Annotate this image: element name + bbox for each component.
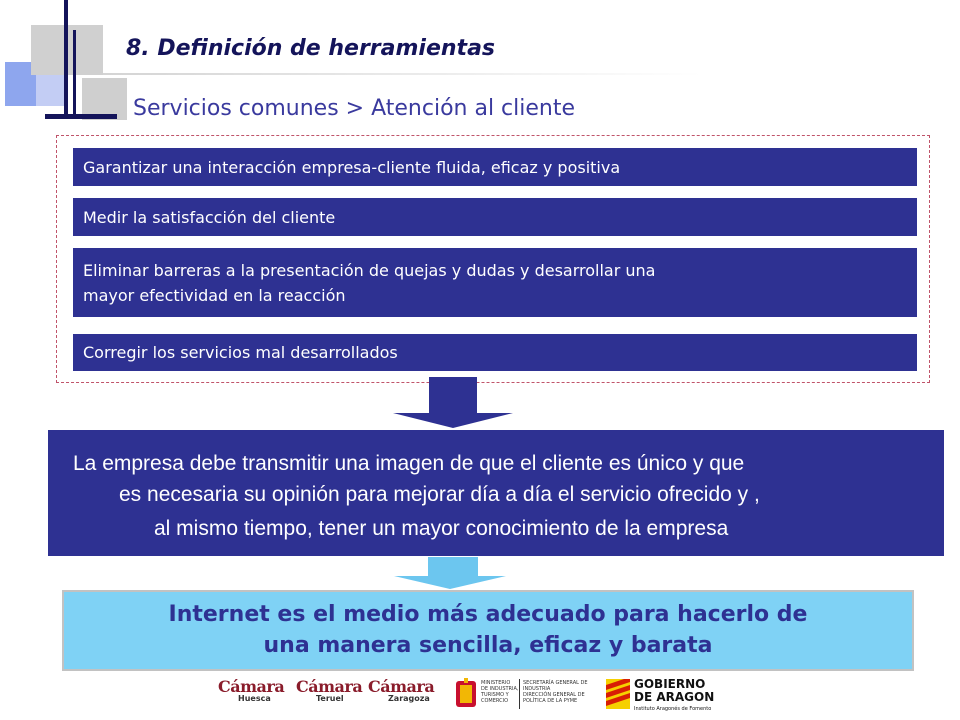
gobierno-subtext: Instituto Aragonés de Fomento bbox=[634, 706, 712, 712]
camara-city: Huesca bbox=[238, 694, 271, 703]
gobierno-aragon-logo bbox=[606, 677, 716, 715]
ministry-divider bbox=[519, 679, 520, 709]
ministry-text: TURISMO Y bbox=[481, 692, 509, 698]
ministry-text: COMERCIO bbox=[481, 698, 509, 704]
page-title: 8. Definición de herramientas bbox=[126, 36, 496, 61]
ministry-text: SECRETARÍA GENERAL DE bbox=[523, 680, 588, 686]
decorative-vertical-line-2 bbox=[73, 30, 76, 118]
statement-line: al mismo tiempo, tener un mayor conocimiento de la empresa bbox=[154, 517, 729, 540]
down-arrow-cyan-head-icon bbox=[394, 576, 506, 589]
page-subtitle: Servicios comunes > Atención al cliente bbox=[133, 96, 576, 121]
decorative-square-light-blue bbox=[36, 74, 64, 106]
ministry-text: POLÍTICA DE LA PYME bbox=[523, 698, 578, 704]
title-underline bbox=[103, 73, 703, 75]
objective-bar bbox=[73, 148, 917, 186]
ministry-text: DIRECCIÓN GENERAL DE bbox=[523, 692, 585, 698]
down-arrow-head-icon bbox=[393, 413, 513, 428]
objective-text: Garantizar una interacción empresa-cliente fluida, eficaz y positiva bbox=[83, 157, 621, 177]
camara-city: Teruel bbox=[316, 694, 344, 703]
camara-teruel-logo bbox=[296, 677, 362, 703]
ministry-text: INDUSTRIA bbox=[523, 686, 551, 692]
down-arrow-cyan-icon bbox=[428, 557, 478, 577]
camara-name: Cámara bbox=[218, 677, 285, 696]
conclusion-line: Internet es el medio más adecuado para hacerlo de bbox=[168, 602, 808, 627]
statement-line: La empresa debe transmitir una imagen de que el cliente es único y que bbox=[73, 452, 745, 475]
sponsor-logos bbox=[218, 675, 718, 717]
ministry-text: DE INDUSTRIA, bbox=[481, 686, 519, 692]
objective-text: Medir la satisfacción del cliente bbox=[83, 207, 336, 227]
objective-text: mayor efectividad en la reacción bbox=[83, 285, 346, 305]
ministry-text: MINISTERIO bbox=[481, 680, 511, 686]
decorative-horizontal-line bbox=[45, 114, 117, 119]
objective-bar bbox=[73, 198, 917, 236]
camara-name: Cámara bbox=[368, 677, 435, 696]
gobierno-text: DE ARAGON bbox=[634, 690, 715, 704]
conclusion-line: una manera sencilla, eficaz y barata bbox=[263, 633, 713, 658]
gobierno-text: GOBIERNO bbox=[634, 677, 706, 691]
spain-coat-of-arms-icon bbox=[453, 677, 479, 711]
conclusion-box bbox=[62, 590, 914, 671]
ministry-logo bbox=[453, 677, 603, 713]
statement-box bbox=[48, 430, 944, 556]
objective-text: Eliminar barreras a la presentación de quejas y dudas y desarrollar una bbox=[83, 260, 656, 280]
objective-bar bbox=[73, 248, 917, 317]
camara-city: Zaragoza bbox=[388, 694, 430, 703]
objective-bar bbox=[73, 334, 917, 371]
camara-huesca-logo bbox=[218, 677, 284, 703]
statement-line: es necesaria su opinión para mejorar día a día el servicio ofrecido y , bbox=[119, 483, 760, 506]
decorative-vertical-line bbox=[64, 0, 68, 118]
camara-name: Cámara bbox=[296, 677, 363, 696]
objective-text: Corregir los servicios mal desarrollados bbox=[83, 343, 398, 362]
camara-zaragoza-logo bbox=[368, 677, 434, 703]
down-arrow-icon bbox=[429, 377, 477, 414]
aragon-flag-icon bbox=[606, 679, 630, 709]
